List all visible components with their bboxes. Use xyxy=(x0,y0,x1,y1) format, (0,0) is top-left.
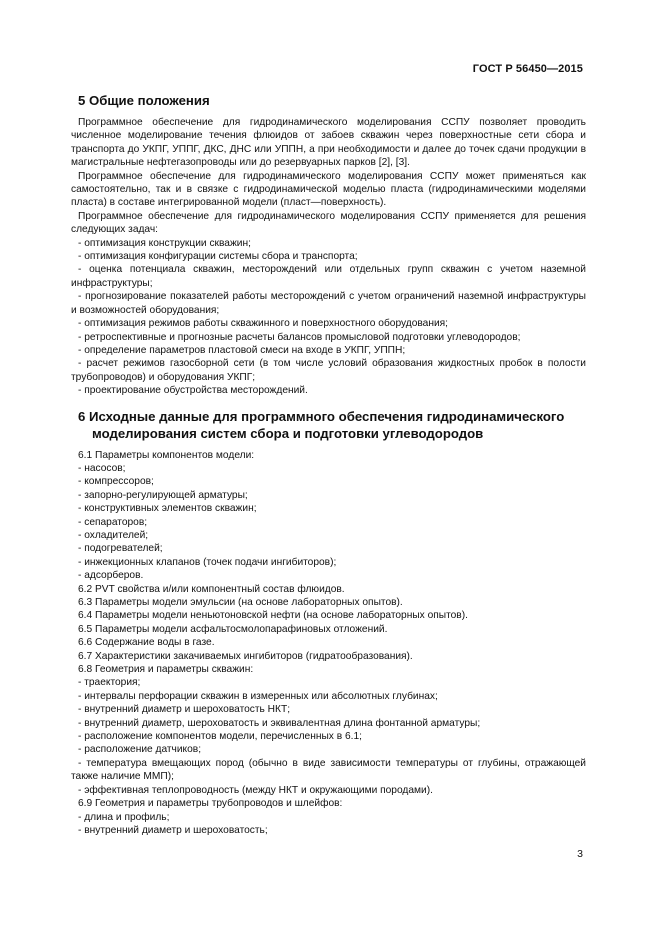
section-6-heading-line-2: моделирования систем сбора и подготовки углеводородов xyxy=(92,425,484,441)
well-param-item: - расположение датчиков; xyxy=(78,744,202,756)
component-item: - сепараторов; xyxy=(78,516,148,528)
component-item: - адсорберов. xyxy=(78,570,144,582)
component-item: - насосов; xyxy=(78,462,126,474)
component-item: - запорно-регулирующей арматуры; xyxy=(78,489,248,501)
component-item: - охладителей; xyxy=(78,529,149,541)
clause-6-5: 6.5 Параметры модели асфальтосмолопарафиновых отложений. xyxy=(78,623,388,635)
clause-6-7: 6.7 Характеристики закачиваемых ингибиторов (гидратообразования). xyxy=(78,650,413,662)
task-item: - прогнозирование показателей работы месторождений с учетом ограничений наземной инфраструктуры и возможностей оборудования; xyxy=(71,291,586,316)
clause-6-8: 6.8 Геометрия и параметры скважин: xyxy=(78,664,254,676)
clause-6-3: 6.3 Параметры модели эмульсии (на основе лабораторных опытов). xyxy=(78,597,403,608)
section-5-paragraph-2: Программное обеспечение для гидродинамического моделирования ССПУ может применяться как самостоятельно, так и в связке с гидродинамической моделью пласта (гидродинамическими моделями пласта) в составе интегрированной модели (пласт—поверхность). xyxy=(71,170,586,209)
well-param-item: - температура вмещающих пород (обычно в виде зависимости температуры от глубины, отражающей также наличие ММП); xyxy=(71,757,586,783)
task-item: - оптимизация режимов работы скважинного и поверхностного оборудования; xyxy=(78,318,449,330)
task-item: - проектирование обустройства месторождений. xyxy=(78,385,308,397)
section-6-heading-line-1: 6 Исходные данные для программного обеспечения гидродинамического xyxy=(78,408,565,424)
task-item: - расчет режимов газосборной сети (в том числе условий образования жидкостных пробок в полости трубопроводов) и оборудования УКПГ; xyxy=(71,358,586,383)
well-param-item: - внутренний диаметр и шероховатость НКТ; xyxy=(78,704,291,716)
component-item: - компрессоров; xyxy=(78,476,154,488)
component-item: - конструктивных элементов скважин; xyxy=(78,503,257,515)
pipeline-param-item: - внутренний диаметр и шероховатость; xyxy=(78,824,268,836)
component-item: - инжекционных клапанов (точек подачи ингибиторов); xyxy=(78,556,337,568)
clause-6-9: 6.9 Геометрия и параметры трубопроводов и шлейфов: xyxy=(78,798,343,810)
page-content xyxy=(71,84,586,837)
section-5-heading: 5 Общие положения xyxy=(78,93,210,108)
page-number: 3 xyxy=(577,848,583,860)
well-param-item: - внутренний диаметр, шероховатость и эквивалентная длина фонтанной арматуры; xyxy=(78,717,481,729)
well-param-item: - траектория; xyxy=(78,677,141,689)
well-param-item: - расположение компонентов модели, перечисленных в 6.1; xyxy=(78,731,362,743)
task-item: - оптимизация конструкции скважин; xyxy=(78,237,251,249)
task-item: - оценка потенциала скважин, месторождений или отдельных групп скважин с учетом наземной инфраструктуры; xyxy=(71,264,586,289)
section-5-paragraph-3: Программное обеспечение для гидродинамического моделирования ССПУ применяется для решения следующих задач: xyxy=(71,210,586,236)
pipeline-param-item: - длина и профиль; xyxy=(78,811,170,823)
component-item: - подогревателей; xyxy=(78,543,163,555)
clause-6-4: 6.4 Параметры модели неньютоновской нефти (на основе лабораторных опытов). xyxy=(78,610,468,622)
well-param-item: - интервалы перфорации скважин в измеренных или абсолютных глубинах; xyxy=(78,690,438,702)
document-code: ГОСТ Р 56450—2015 xyxy=(472,63,583,75)
well-param-item: - эффективная теплопроводность (между НКТ и окружающими породами). xyxy=(78,784,433,796)
task-item: - определение параметров пластовой смеси на входе в УКПГ, УППН; xyxy=(78,344,406,356)
task-item: - оптимизация конфигурации системы сбора и транспорта; xyxy=(78,251,358,263)
clause-6-6: 6.6 Содержание воды в газе. xyxy=(78,637,215,649)
section-6-heading xyxy=(71,408,586,442)
task-item: - ретроспективные и прогнозные расчеты балансов промысловой подготовки углеводородов; xyxy=(78,331,521,343)
section-5-paragraph-1: Программное обеспечение для гидродинамического моделирования ССПУ позволяет проводить численное моделирование течения флюидов от забоев скважин через поверхностные сети сбора и транспорта до УКПГ, УППГ, ДКС, ДНС или УППН, а при необходимости и далее до точек сдачи продукции в магистральные нефтегазопроводы или до резервуарных парков [2], [3]. xyxy=(71,117,586,169)
clause-6-2: 6.2 PVT свойства и/или компонентный состав флюидов. xyxy=(78,583,345,595)
clause-6-1: 6.1 Параметры компонентов модели: xyxy=(78,449,255,461)
